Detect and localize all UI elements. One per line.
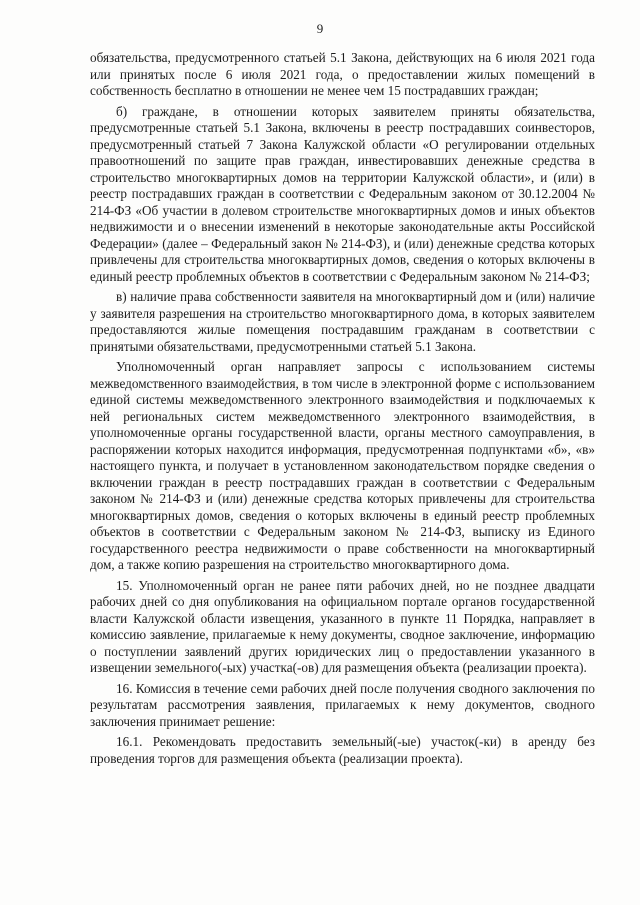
paragraph-item-v: в) наличие права собственности заявителя на многоквартирный дом и (или) наличие у заявителя разрешения на строительство многоквартирного дома, в которых заявителем предоставляются жилые помещения пострадавшим гражданам в соответствии с принятыми обязательствами, предусмотренными статьей 5.1 Закона. — [90, 289, 595, 354]
paragraph-authority-requests: Уполномоченный орган направляет запросы с использованием системы межведомственного взаимодействия, в том числе в электронной форме с использованием единой системы межведомственного электронного взаимодействия и подключаемых к ней региональных систем межведомственного электронного взаимодействия, в уполномоченные органы государственной власти, органы местного самоуправления, в распоряжении которых находится информация, предусмотренная подпунктами «б», «в» настоящего пункта, и получает в установленном законодательством порядке сведения о включении граждан в реестр пострадавших граждан в соответствии с Федеральным законом № 214-ФЗ и (или) денежные средства которых привлечены для строительства многоквартирных домов, сведения о которых включены в единый реестр проблемных объектов в соответствии с Федеральным законом № 214-ФЗ, выписку из Единого государственного реестра недвижимости о праве собственности на многоквартирный дом, а также копию разрешения на строительство многоквартирного дома. — [90, 359, 595, 572]
paragraph-clause-16: 16. Комиссия в течение семи рабочих дней после получения сводного заключения по результатам рассмотрения заявления, прилагаемых к нему документов, сводного заключения принимает решение: — [90, 680, 595, 729]
paragraph-clause-16-1: 16.1. Рекомендовать предоставить земельный(-ые) участок(-ки) в аренду без проведения торгов для размещения объекта (реализации проекта). — [90, 734, 595, 766]
paragraph-clause-15: 15. Уполномоченный орган не ранее пяти рабочих дней, но не позднее двадцати рабочих дней со дня опубликования на официальном портале органов государственной власти Калужской области извещения, указанного в пункте 11 Порядка, направляет в комиссию заявление, прилагаемые к нему документы, сводное заключение, информацию о поступлении заявлений других юридических лиц о предоставлении указанного в извещении земельного(-ых) участка(-ов) для размещения объекта (реализации проекта). — [90, 577, 595, 675]
document-body — [90, 50, 595, 771]
paragraph-item-b: б) граждане, в отношении которых заявителем приняты обязательства, предусмотренные статьей 5.1 Закона, включены в реестр пострадавших соинвесторов, предусмотренный статьей 7 Закона Калужской области «О регулировании отдельных правоотношений по защите прав граждан, инвестировавших денежные средства в строительство многоквартирных домов на территории Калужской области», и (или) в реестр пострадавших граждан в соответствии с Федеральным законом от 30.12.2004 № 214-ФЗ «Об участии в долевом строительстве многоквартирных домов и иных объектов недвижимости и о внесении изменений в некоторые законодательные акты Российской Федерации» (далее – Федеральный закон № 214-ФЗ), и (или) денежные средства которых привлечены для строительства многоквартирных домов, сведения о которых включены в единый реестр проблемных объектов в соответствии с Федеральным законом № 214-ФЗ; — [90, 103, 595, 284]
paragraph-continuation: обязательства, предусмотренного статьей 5.1 Закона, действующих на 6 июля 2021 года или принятых после 6 июля 2021 года, о предоставлении жилых помещений в собственность бесплатно в отношении не менее чем 15 пострадавших граждан; — [90, 50, 595, 98]
page-number: 9 — [316, 21, 324, 36]
